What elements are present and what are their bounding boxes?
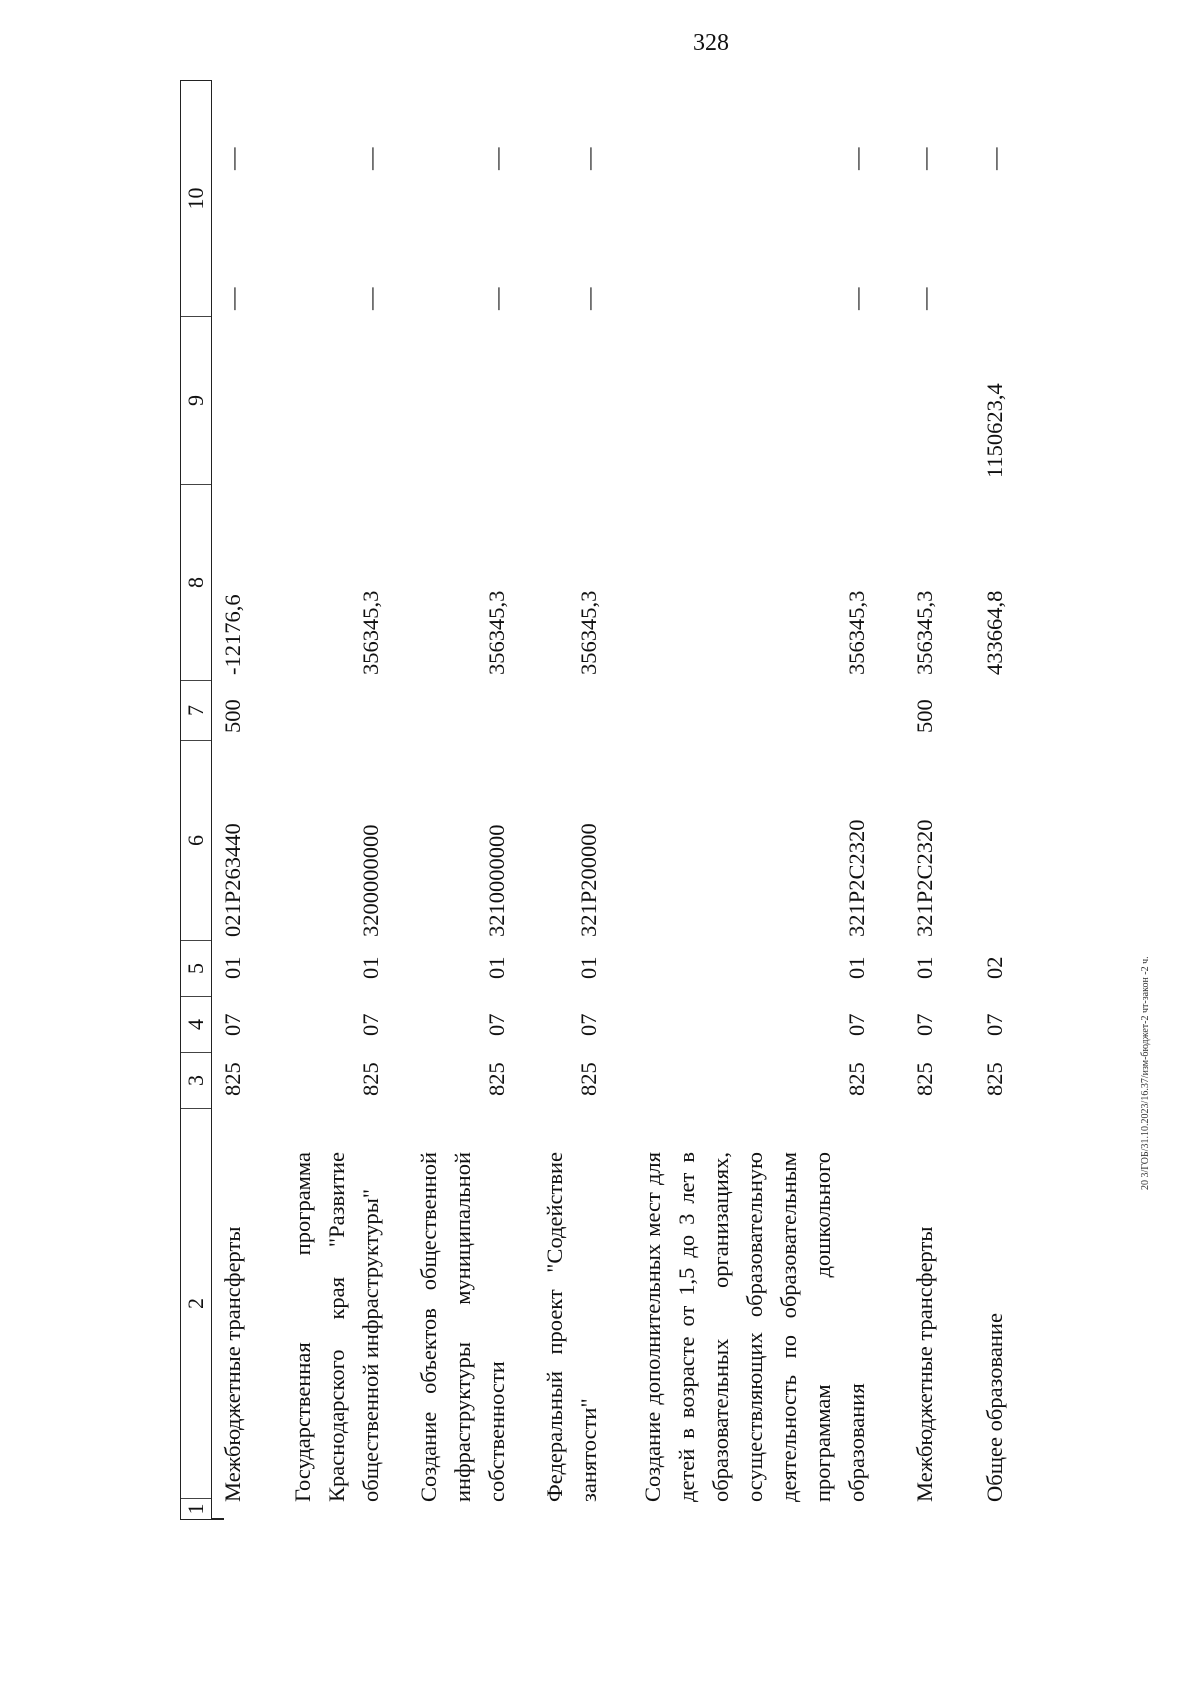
cell-c3: 825 <box>358 1062 383 1096</box>
cell-c10: — <box>220 147 245 170</box>
header-col-2: 2 <box>181 1109 211 1499</box>
cell-c3: 825 <box>484 1062 509 1096</box>
cell-c6: 3200000000 <box>358 824 383 937</box>
cell-c6: 321P2C2320 <box>844 819 869 937</box>
header-col-4: 4 <box>181 997 211 1053</box>
cell-c9-value: 1150623,4 <box>982 383 1007 478</box>
cell-c9: — <box>912 287 937 310</box>
cell-c3: 825 <box>576 1062 601 1096</box>
cell-c6: 021P263440 <box>220 823 245 937</box>
cell-c5: 01 <box>576 956 601 979</box>
cell-c3: 825 <box>912 1062 937 1096</box>
cell-c5: 01 <box>484 956 509 979</box>
cell-c8: 433664,8 <box>982 590 1007 675</box>
header-col-1: 1 <box>183 1503 208 1515</box>
cell-c4: 07 <box>982 1013 1007 1036</box>
cell-c9: — <box>484 287 509 310</box>
cell-c4: 07 <box>844 1013 869 1036</box>
cell-c9: — <box>220 287 245 310</box>
cell-c10: — <box>358 147 383 170</box>
cell-c4: 07 <box>484 1013 509 1036</box>
cell-c8: 356345,3 <box>844 590 869 675</box>
cell-c5: 02 <box>982 956 1007 979</box>
cell-c7: 500 <box>912 699 937 733</box>
cell-c6: 3210000000 <box>484 824 509 937</box>
row-name: Общее образование <box>982 1313 1007 1502</box>
header-col-9: 9 <box>181 317 211 485</box>
cell-c9: — <box>576 287 601 310</box>
row-name: Межбюджетные трансферты <box>912 1226 937 1502</box>
cell-c9: — <box>358 287 383 310</box>
header-col-5: 5 <box>181 941 211 997</box>
header-col-7: 7 <box>181 681 211 741</box>
row-name: Создание объектов общественной инфраструктуры муниципальной собственности <box>416 1152 509 1502</box>
cell-c5: 01 <box>844 956 869 979</box>
cell-c8: 356345,3 <box>576 590 601 675</box>
cell-c4: 07 <box>576 1013 601 1036</box>
cell-c6: 321P200000 <box>576 823 601 937</box>
cell-c5: 01 <box>358 956 383 979</box>
cell-c9: — <box>844 287 869 310</box>
table-left-border <box>212 1519 224 1521</box>
cell-c8: 356345,3 <box>912 590 937 675</box>
cell-c10: — <box>484 147 509 170</box>
budget-table <box>180 80 1080 1520</box>
table-header <box>180 80 212 1520</box>
cell-c10: — <box>576 147 601 170</box>
header-col-3: 3 <box>181 1053 211 1109</box>
cell-c8: -12176,6 <box>220 594 245 675</box>
cell-c4: 07 <box>912 1013 937 1036</box>
row-name: Государственная программа Краснодарского края "Развитие общественной инфраструктуры" <box>290 1152 383 1502</box>
cell-c5: 01 <box>220 956 245 979</box>
cell-c8: 356345,3 <box>358 590 383 675</box>
footer-stamp: 20 3/ГОБ/31.10.2023/16.37/изм-бюджет-2 чт-закон -2 ч. <box>1140 956 1151 1190</box>
cell-c3: 825 <box>220 1062 245 1096</box>
cell-c8: 356345,3 <box>484 590 509 675</box>
cell-c10: — <box>912 147 937 170</box>
row-name: Федеральный проект "Содействие занятости" <box>542 1152 601 1502</box>
cell-c10: — <box>844 147 869 170</box>
header-col-8: 8 <box>181 485 211 681</box>
header-col-10: 10 <box>181 81 211 317</box>
cell-c7: 500 <box>220 699 245 733</box>
row-name: Межбюджетные трансферты <box>220 1226 245 1502</box>
row-name: Создание дополнительных мест для детей в возрасте от 1,5 до 3 лет в образовательных организациях, осуществляющих образовательную деятельность по образовательным программам дошкольного образования <box>640 1152 869 1502</box>
cell-c3: 825 <box>982 1062 1007 1096</box>
header-col-6: 6 <box>181 741 211 941</box>
cell-c5: 01 <box>912 956 937 979</box>
cell-c6: 321P2C2320 <box>912 819 937 937</box>
page-number: 328 <box>693 30 729 56</box>
cell-c3: 825 <box>844 1062 869 1096</box>
cell-c4: 07 <box>358 1013 383 1036</box>
cell-c10: — <box>982 147 1007 170</box>
cell-c4: 07 <box>220 1013 245 1036</box>
